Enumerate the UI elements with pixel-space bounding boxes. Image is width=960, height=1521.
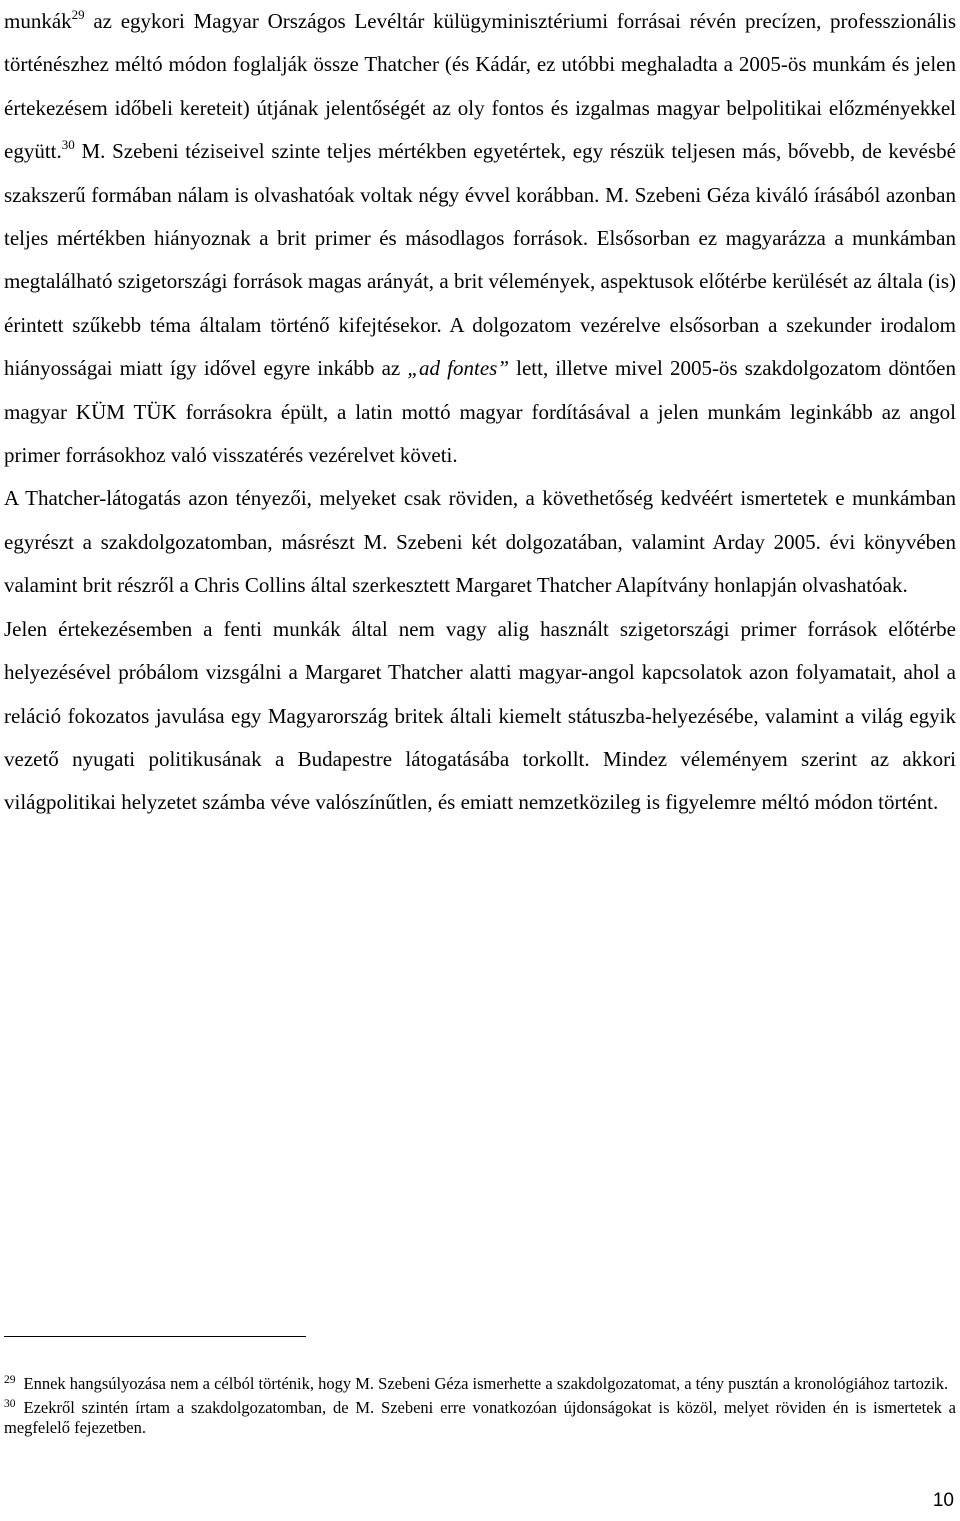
italic-ad-fontes: „ad fontes” [407, 356, 510, 381]
paragraph-1-part-1: munkák [4, 9, 72, 33]
footnote-number: 30 [4, 1398, 16, 1410]
footnote-text: Ennek hangsúlyozása nem a célból történik, hogy M. Szebeni Géza ismerhette a szakdolgozatomat, a tény pusztán a kronológiához tartozik. [23, 1374, 949, 1393]
paragraph-1-part-3: M. Szebeni téziseivel szinte teljes mértékben egyetértek, egy részük teljesen más, bővebb, de kevésbé szakszerű formában nálam is olvashatóak voltak négy évvel korábban. M. Szebeni Géza kiváló írásából azonban teljes mértékben hiányoznak a brit primer és másodlagos források. Elsősorban ez magyarázza a munkámban megtalálható szigetországi források magas arányát, a brit vélemények, aspektusok előtérbe kerülését az általa (is) érintett szűkebb téma általam történő kifejtésekor. A dolgozatom vezérelve elsősorban a szekunder irodalom hiányosságai miatt így idővel egyre inkább az [4, 139, 956, 381]
footnote-number: 29 [4, 1374, 16, 1386]
main-text [4, 0, 956, 825]
footnote-separator [4, 1336, 306, 1337]
footnote-text: Ezekről szintén írtam a szakdolgozatomban, de M. Szebeni erre vonatkozóan újdonságokat is közöl, melyet röviden én is ismertetek a megfelelő fejezetben. [4, 1398, 956, 1437]
footnotes [4, 1374, 956, 1442]
paragraph-2: A Thatcher-látogatás azon tényezői, melyeket csak röviden, a követhetőség kedvéért ismertetek e munkámban egyrészt a szakdolgozatomban, másrészt M. Szebeni két dolgozatában, valamint Arday 2005. évi könyvében valamint brit részről a Chris Collins által szerkesztett Margaret Thatcher Alapítvány honlapján olvashatóak. [4, 486, 956, 598]
footnote-ref-30[interactable]: 30 [61, 137, 75, 153]
paragraph-1-part-2: az egykori Magyar Országos Levéltár külügyminisztériumi forrásai révén precízen, professzionális történészhez méltó módon foglalják össze Thatcher (és Kádár, ez utóbbi meghaladta a 2005-ös munkám és jelen értekezésem időbeli kereteit) útjának jelentőségét az oly fontos és izgalmas magyar belpolitikai előzményekkel együtt. [4, 9, 956, 164]
footnote-30 [4, 1398, 956, 1438]
footnote-29 [4, 1374, 956, 1394]
paragraph-1-part-4: lett, illetve mivel 2005-ös szakdolgozatom döntően magyar KÜM TÜK forrásokra épült, a latin mottó magyar fordításával a jelen munkám leginkább az angol primer forrásokhoz való visszatérés vezérelvet követi. [4, 356, 956, 468]
paragraph-1 [4, 0, 956, 477]
page-number: 10 [932, 1490, 954, 1511]
paragraph-3: Jelen értekezésemben a fenti munkák által nem vagy alig használt szigetországi primer források előtérbe helyezésével próbálom vizsgálni a Margaret Thatcher alatti magyar-angol kapcsolatok azon folyamatait, ahol a reláció fokozatos javulása egy Magyarország britek általi kiemelt státuszba-helyezésébe, valamint a világ egyik vezető nyugati politikusának a Budapestre látogatásába torkollt. Mindez véleményem szerint az akkori világpolitikai helyzetet számba véve valószínűtlen, és emiatt nemzetközileg is figyelemre méltó módon történt. [4, 616, 956, 815]
footnote-ref-29[interactable]: 29 [71, 7, 85, 22]
